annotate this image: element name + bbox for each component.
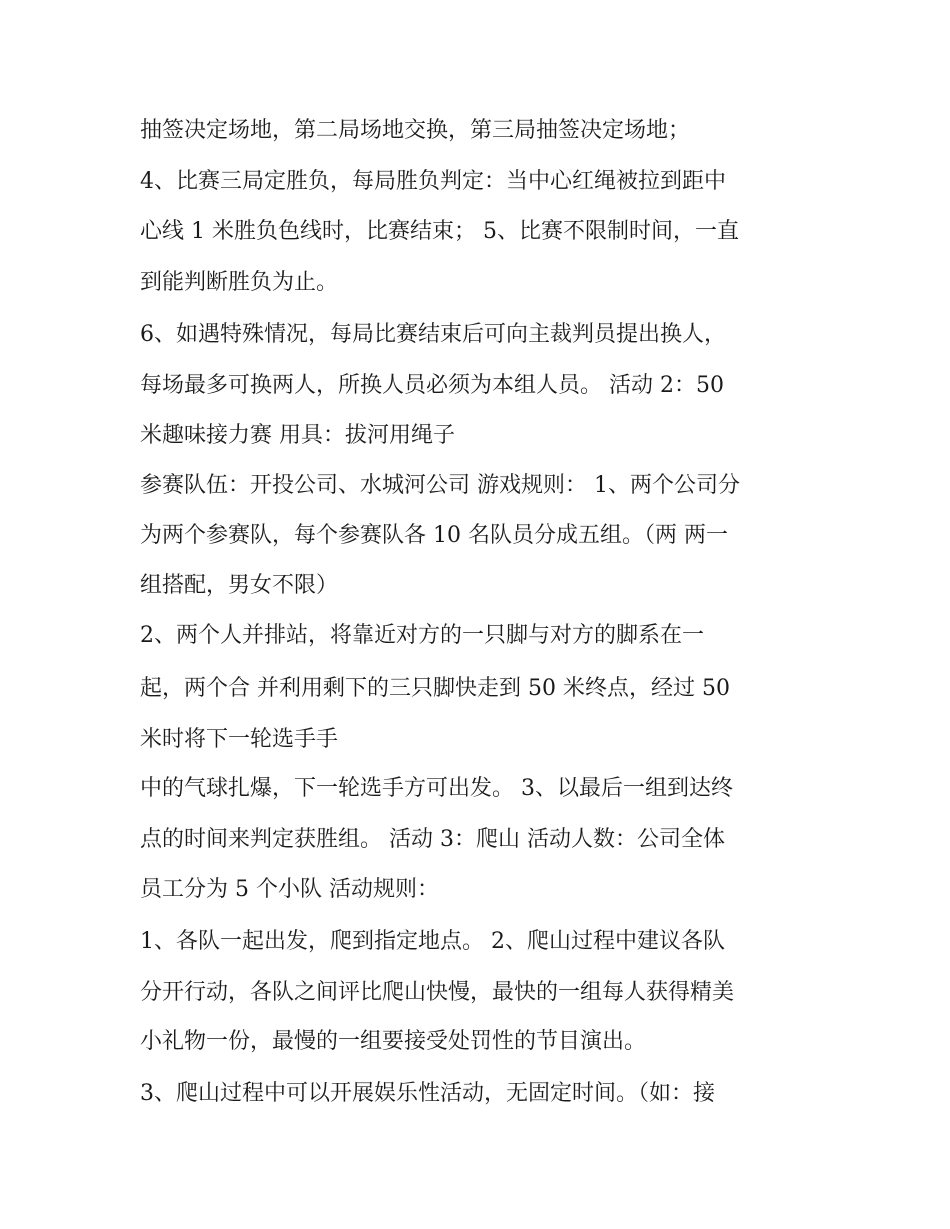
text-line-12: 起，两个合 并利用剩下的三只脚快走到 50 米终点，经过 50 <box>140 676 730 701</box>
text-line-17: 1、各队一起出发，爬到指定地点。 2、爬山过程中建议各队 <box>140 929 725 954</box>
text-line-2: 4、比赛三局定胜负，每局胜负判定：当中心红绳被拉到距中 <box>140 169 726 194</box>
text-line-14: 中的气球扎爆，下一轮选手方可出发。 3、以最后一组到达终 <box>140 776 733 801</box>
text-line-15: 点的时间来判定获胜组。 活动 3：爬山 活动人数：公司全体 <box>140 827 725 852</box>
text-line-8: 参赛队伍：开投公司、水城河公司 游戏规则： 1、两个公司分 <box>140 473 740 498</box>
text-line-19: 小礼物一份，最慢的一组要接受处罚性的节目演出。 <box>140 1029 647 1054</box>
text-line-9: 为两个参赛队，每个参赛队各 10 名队员分成五组。（两 两一 <box>140 523 728 548</box>
text-line-6: 每场最多可换两人，所换人员必须为本组人员。 活动 2：50 <box>140 373 724 398</box>
text-line-7: 米趣味接力赛 用具：拔河用绳子 <box>140 423 455 448</box>
text-line-1: 抽签决定场地，第二局场地交换，第三局抽签决定场地； <box>140 118 691 143</box>
text-line-20: 3、爬山过程中可以开展娱乐性活动，无固定时间。（如：接 <box>140 1081 715 1106</box>
text-line-4: 到能判断胜负为止。 <box>140 270 339 295</box>
text-line-10: 组搭配，男女不限） <box>140 573 339 598</box>
text-line-11: 2、两个人并排站，将靠近对方的一只脚与对方的脚系在一 <box>140 623 704 648</box>
text-line-16: 员工分为 5 个小队 活动规则： <box>140 877 439 902</box>
text-line-18: 分开行动，各队之间评比爬山快慢，最快的一组每人获得精美 <box>140 980 735 1005</box>
text-line-5: 6、如遇特殊情况，每局比赛结束后可向主裁判员提出换人， <box>140 322 726 347</box>
text-line-3: 心线 1 米胜负色线时，比赛结束； 5、比赛不限制时间，一直 <box>140 219 739 244</box>
text-line-13: 米时将下一轮选手手 <box>140 727 339 752</box>
